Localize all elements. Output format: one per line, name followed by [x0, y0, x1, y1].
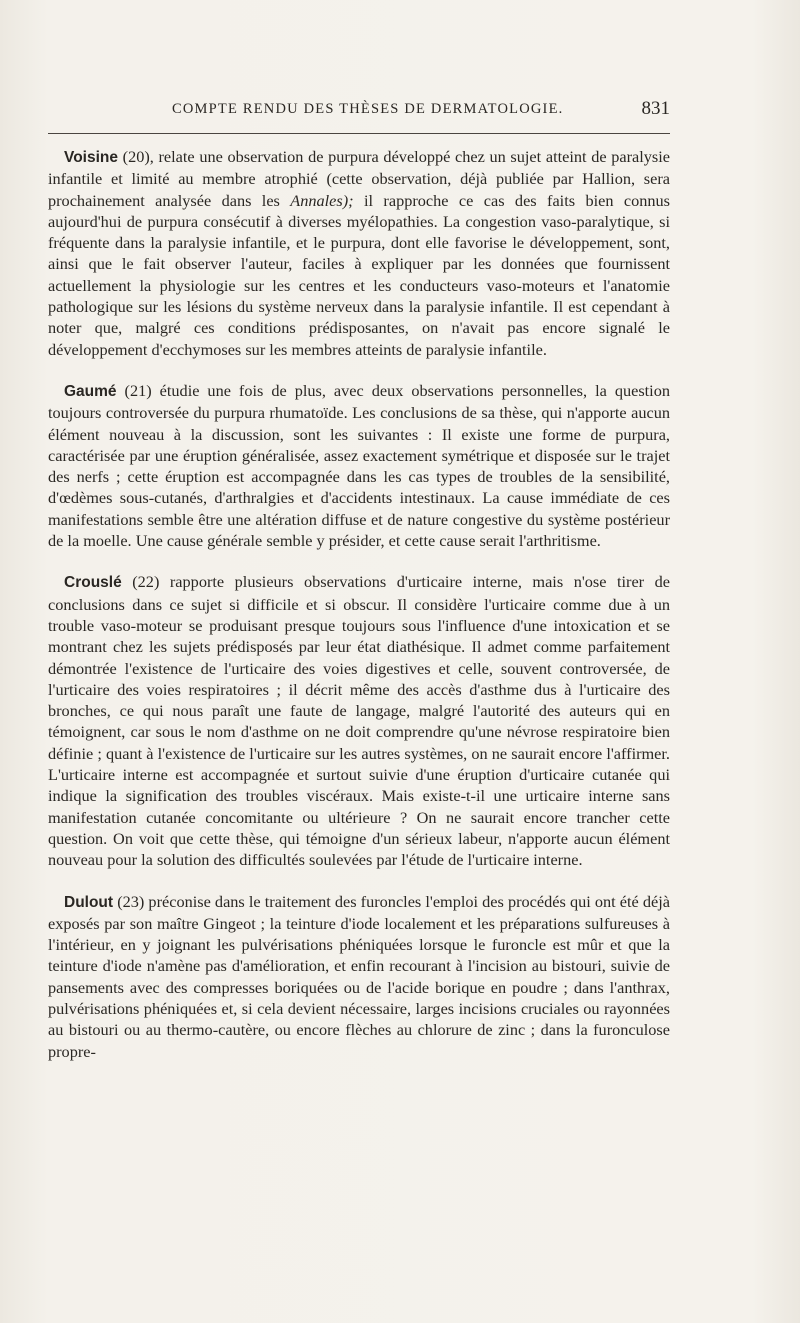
paragraph-dulout [48, 891, 670, 1062]
author-name: Voisine [64, 149, 118, 166]
paragraph-gaume [48, 380, 670, 551]
paragraph-text: (20), relate une observation de purpura développé chez un sujet atteint de paralysie infantile et limité au membre atrophié (cette observation, déjà publiée par Hallion, sera prochainement analysée dans les [48, 147, 670, 210]
paragraph-text: (21) étudie une fois de plus, avec deux observations personnelles, la question toujours controversée du purpura rhumatoïde. Les conclusions de sa thèse, qui n'apporte aucun élément nouveau à la discussion, sont les suivantes : Il existe une forme de purpura, caractérisée par une éruption généralisée, assez exactement symétrique et disposée sur le trajet des nerfs ; cette éruption est accompagnée dans les cas types de troubles de la sensibilité, d'œdèmes sous-cutanés, d'arthralgies et d'accidents intestinaux. La cause immédiate de ces manifestations semble être une altération diffuse et de nature congestive du système postérieur de la moelle. Une cause générale semble y présider, et cette cause serait l'arthritisme. [48, 380, 670, 551]
paragraph-text: (22) rapporte plusieurs observations d'urticaire interne, mais n'ose tirer de conclusions dans ce sujet si difficile et si obscur. Il considère l'urticaire comme due à un trouble vaso-moteur se produisant presque toujours sous l'influence d'une intoxication et se montrant chez les sujets prédisposés par leur état diathésique. Il admet comme parfaitement démontrée l'existence de l'urticaire des voies digestives et celle, souvent controversée, de l'urticaire des voies respiratoires ; il décrit même des accès d'asthme dus à l'urticaire des bronches, ce qui nous paraît une faute de langage, malgré l'autorité des auteurs qui en témoignent, car sous le nom d'asthme on ne doit comprendre qu'une névrose respiratoire bien définie ; quant à l'existence de l'urticaire sur les autres systèmes, on ne saurait encore l'affirmer. L'urticaire interne est accompagnée et surtout suivie d'une éruption d'urticaire cutanée qui indique la signification des troubles viscéraux. Mais existe-t-il une urticaire interne sans manifestation cutanée concomitante ou ultérieure ? On ne saurait encore trancher cette question. On voit que cette thèse, qui témoigne d'un sérieux labeur, n'apporte aucun élément nouveau pour la solution des difficultés soulevées par l'étude de l'urticaire interne. [48, 572, 670, 870]
body-text [48, 146, 670, 1062]
author-name: Gaumé [64, 382, 117, 400]
journal-name: Annales); [290, 190, 354, 210]
page-number: 831 [641, 98, 670, 119]
paragraph-voisine [48, 146, 670, 360]
paragraph-text: (23) préconise dans le traitement des furoncles l'emploi des procédés qui ont été déjà exposés par son maître Gingeot ; la teinture d'iode localement et les préparations sulfureuses à l'intérieur, en y joignant les pulvérisations phéniquées lorsque le furoncle est mûr et que la teinture d'iode n'amène pas d'amélioration, et enfin recourant à l'incision au bistouri, suivie de pansements avec des compresses boriquées ou de l'acide borique en poudre ; dans l'anthrax, pulvérisations phéniquées et, si cela devient nécessaire, larges incisions cruciales ou rayonnées au bistouri ou au thermo-cautère, ou encore flèches au chlorure de zinc ; dans la furonculose propre- [48, 891, 670, 1061]
paragraph-crousle [48, 571, 670, 870]
paragraph-text: il rapproche ce cas des faits bien connus aujourd'hui de purpura consécutif à diverses myélopathies. La congestion vaso-paralytique, si fréquente dans la paralysie infantile, et le purpura, dont elle favorise le développement, sont, ainsi que le fait observer l'auteur, faciles à expliquer par les données que fournissent actuellement la physiologie sur les centres et les conducteurs vaso-moteurs et l'anatomie pathologique sur les lésions du système nerveux dans la paralysie infantile. Il est cependant à noter que, malgré ces conditions prédisposantes, on n'avait pas encore signalé le développement d'ecchymoses sur les membres atteints de paralysie infantile. [48, 190, 671, 359]
author-name: Crouslé [64, 574, 122, 592]
author-name: Dulout [64, 893, 114, 911]
header-rule [48, 133, 670, 134]
page-header [48, 98, 670, 122]
running-title: COMPTE RENDU DES THÈSES DE DERMATOLOGIE. [172, 101, 564, 117]
